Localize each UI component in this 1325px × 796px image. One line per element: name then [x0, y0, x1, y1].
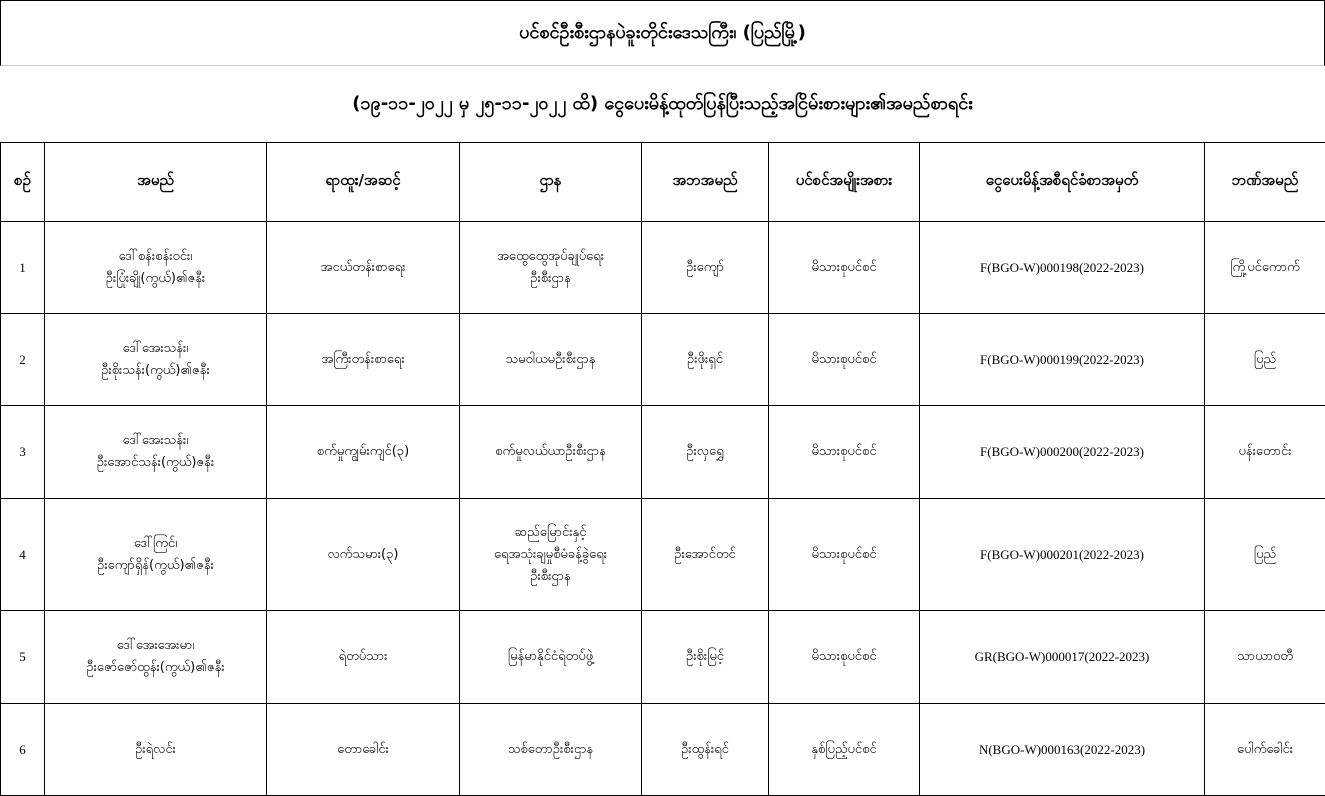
cell-father-name: ဦးလှရွှေ	[642, 406, 769, 499]
cell-department-line: အထွေထွေအုပ်ချုပ်ရေး	[496, 248, 604, 264]
column-header-pension-type: ပင်စင်အမျိုးအစား	[769, 143, 920, 222]
cell-pension-type: နှစ်ပြည့်ပင်စင်	[769, 704, 920, 796]
cell-position-line: အငယ်တန်းစာရေး	[320, 259, 406, 275]
cell-department	[460, 222, 642, 314]
cell-serial: 5	[1, 611, 45, 704]
cell-name-line: ဒေါ်ကြင်၊	[133, 535, 178, 551]
cell-serial: 6	[1, 704, 45, 796]
column-header-father-name: အဘအမည်	[642, 143, 769, 222]
cell-name-line: ဒေါ်အေးသန်း၊	[122, 340, 189, 356]
table-body	[1, 222, 1325, 796]
cell-name-line: ဒေါ်အေးသန်း၊	[122, 433, 189, 448]
cell-department-line: စက်မှုလယ်ယာဦးစီးဌာန	[495, 444, 606, 459]
cell-bank: ပန်းတောင်း	[1205, 406, 1325, 499]
cell-department-line: သမဝါယမဦးစီးဌာန	[505, 351, 596, 367]
cell-serial: 4	[1, 499, 45, 611]
cell-father-name: ဦးစိုးမြင့်	[642, 611, 769, 704]
table-header-row	[1, 143, 1325, 222]
table-row	[1, 222, 1325, 314]
cell-position-line: ရဲတပ်သား	[338, 649, 388, 664]
cell-name-line: ဦးစိုးသန်း(ကွယ်)၏ဇနီး	[101, 362, 210, 378]
cell-department	[460, 499, 642, 611]
cell-position	[267, 499, 460, 611]
cell-name-line: ဦးပြုံးချို(ကွယ်)၏ဇနီး	[105, 270, 206, 286]
cell-department-line: ဆည်မြောင်းနှင့်	[514, 524, 587, 540]
column-header-position: ရာထူး/အဆင့်	[267, 143, 460, 222]
cell-position	[267, 314, 460, 406]
cell-father-name: ဦးထွန်းရင်	[642, 704, 769, 796]
cell-name-line: ဒေါ်အေးအေးမာ၊	[116, 638, 195, 653]
cell-department-line: မြန်မာနိုင်ငံရဲတပ်ဖွဲ့	[507, 649, 594, 664]
cell-report-number: GR(BGO-W)000017(2022-2023)	[920, 611, 1205, 704]
table-row	[1, 406, 1325, 499]
cell-pension-type: မိသားစုပင်စင်	[769, 314, 920, 406]
cell-name	[45, 611, 267, 704]
cell-department	[460, 611, 642, 704]
cell-father-name: ဦးဖိုးရှင်	[642, 314, 769, 406]
cell-position-line: အကြီးတန်းစာရေး	[321, 351, 405, 367]
cell-pension-type: မိသားစုပင်စင်	[769, 611, 920, 704]
column-header-serial: စဉ်	[1, 143, 45, 222]
cell-bank: ပြည်	[1205, 499, 1325, 611]
cell-report-number: N(BGO-W)000163(2022-2023)	[920, 704, 1205, 796]
cell-name-line: ဦးဇော်ဇော်ထွန်း(ကွယ်)၏ဇနီး	[86, 660, 225, 675]
cell-serial: 3	[1, 406, 45, 499]
cell-serial: 2	[1, 314, 45, 406]
table-row	[1, 611, 1325, 704]
cell-bank: သာယာဝတီ	[1205, 611, 1325, 704]
cell-name	[45, 499, 267, 611]
cell-name	[45, 406, 267, 499]
document-title: ပင်စင်ဦးစီးဌာနပဲခူးတိုင်းဒေသကြီး၊ (ပြည်မြို့)	[0, 0, 1325, 66]
cell-position	[267, 704, 460, 796]
column-header-bank: ဘဏ်အမည်	[1205, 143, 1325, 222]
cell-department-line: ဦးစီးဌာန	[530, 568, 571, 584]
cell-name	[45, 704, 267, 796]
cell-position	[267, 222, 460, 314]
column-header-report-number: ငွေပေးမိန့်အစီရင်ခံစာအမှတ်	[920, 143, 1205, 222]
cell-position-line: စက်မှုကျွမ်းကျင်(၃)	[316, 444, 410, 459]
cell-department-line: ရေအသုံးချမှုစီမံခန့်ခွဲရေး	[493, 546, 608, 562]
column-header-name: အမည်	[45, 143, 267, 222]
cell-department-line: ဦးစီးဌာန	[530, 270, 571, 286]
cell-position	[267, 406, 460, 499]
cell-pension-type: မိသားစုပင်စင်	[769, 222, 920, 314]
cell-serial: 1	[1, 222, 45, 314]
cell-position-line: တောခေါင်း	[337, 741, 389, 757]
cell-department-line: သစ်တောဦးစီးဌာန	[507, 741, 594, 757]
cell-father-name: ဦးကျော်	[642, 222, 769, 314]
cell-position	[267, 611, 460, 704]
pensioners-table	[0, 142, 1325, 796]
cell-name-line: ဦးအောင်သန်း(ကွယ်)ဇနီး	[96, 455, 215, 470]
table-row	[1, 314, 1325, 406]
cell-bank: ကြို့ပင်ကောက်	[1205, 222, 1325, 314]
cell-bank: ပေါက်ခေါင်း	[1205, 704, 1325, 796]
cell-position-line: လက်သမား(၃)	[327, 546, 399, 562]
cell-pension-type: မိသားစုပင်စင်	[769, 499, 920, 611]
cell-report-number: F(BGO-W)000199(2022-2023)	[920, 314, 1205, 406]
table-row	[1, 499, 1325, 611]
cell-name-line: ဦးကျော်ရှိန်(ကွယ်)၏ဇနီး	[97, 557, 214, 573]
document-subtitle: (၁၉-၁၁-၂၀၂၂ မှ ၂၅-၁၁-၂၀၂၂ ထိ) ငွေပေးမိန့်ထုတ်ပြန်ပြီးသည့်အငြိမ်းစားများ၏အမည်စာရင်း	[352, 92, 973, 114]
cell-report-number: F(BGO-W)000200(2022-2023)	[920, 406, 1205, 499]
cell-department	[460, 314, 642, 406]
cell-name	[45, 222, 267, 314]
cell-name-line: ဒေါ်စန်းစန်းဝင်း၊	[118, 248, 193, 264]
cell-report-number: F(BGO-W)000201(2022-2023)	[920, 499, 1205, 611]
cell-department	[460, 406, 642, 499]
cell-bank: ပြည်	[1205, 314, 1325, 406]
cell-department	[460, 704, 642, 796]
column-header-department: ဌာန	[460, 143, 642, 222]
cell-name	[45, 314, 267, 406]
cell-pension-type: မိသားစုပင်စင်	[769, 406, 920, 499]
table-row	[1, 704, 1325, 796]
cell-report-number: F(BGO-W)000198(2022-2023)	[920, 222, 1205, 314]
cell-name-line: ဦးရဲလင်း	[135, 741, 176, 757]
cell-father-name: ဦးအောင်တင်	[642, 499, 769, 611]
